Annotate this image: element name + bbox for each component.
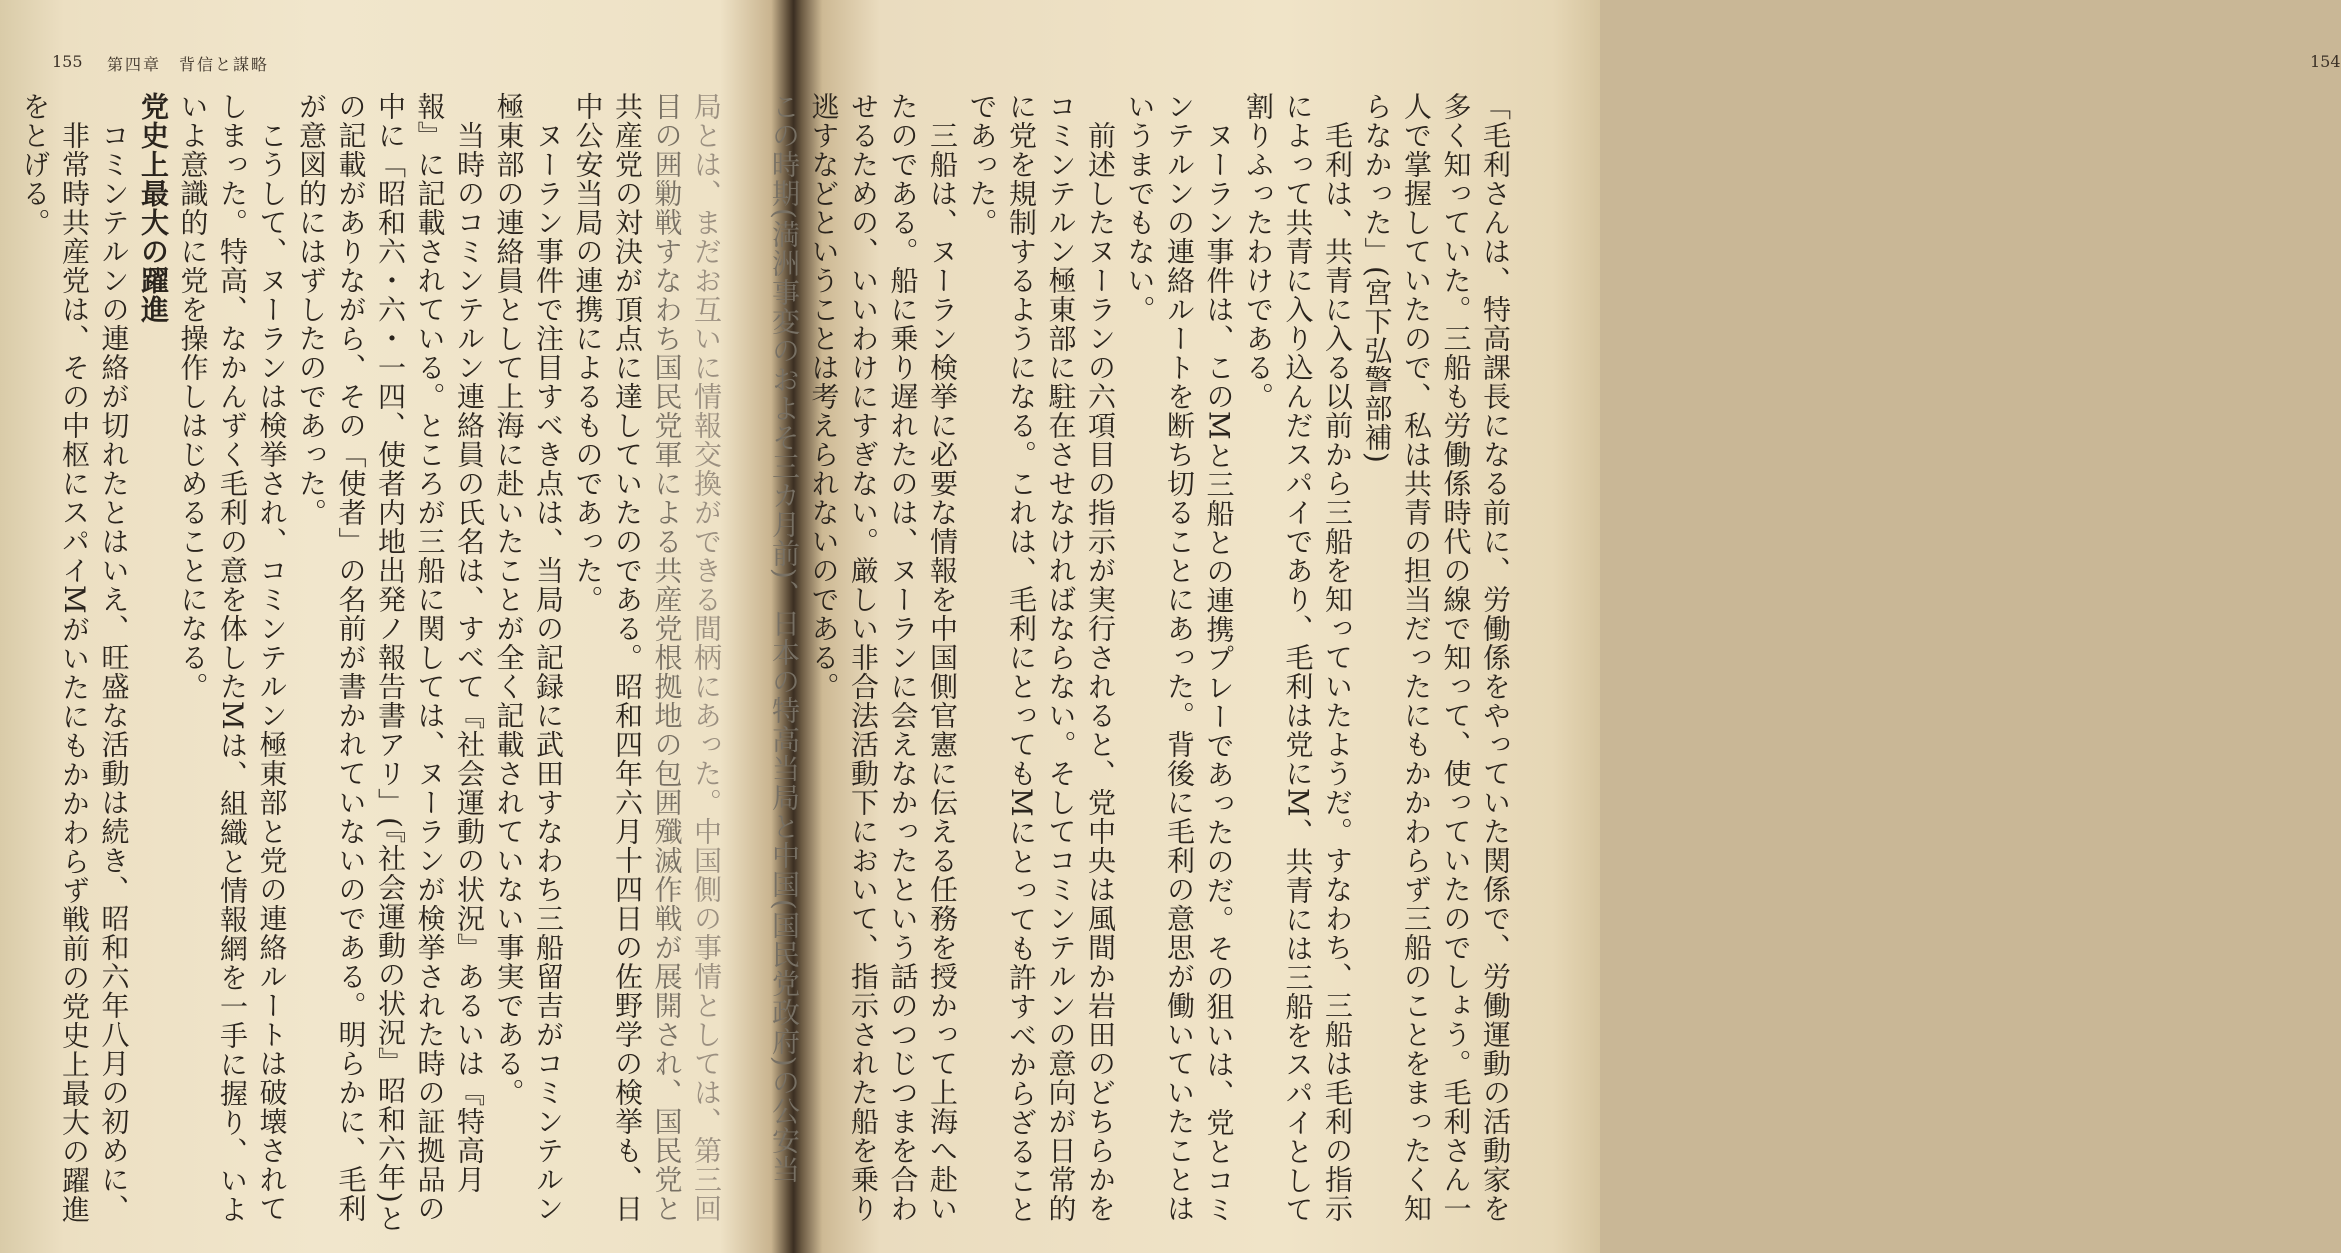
right-text-column: 割りふったわけである。 [1242, 92, 1275, 411]
left-text-column: 当時のコミンテルン連絡員の氏名は、すべて『社会運動の状況』あるいは『特高月 [453, 92, 486, 1194]
left-text-column: の記載がありながら、その「使者」の名前が書かれていないのである。明らかに、毛利 [334, 92, 368, 1223]
left-text-column: コミンテルンの連絡が切れたとはいえ、旺盛な活動は続き、昭和六年八月の初めに、 [97, 92, 131, 1223]
section-heading: 党史上最大の躍進 [137, 92, 170, 324]
left-text-column: ヌーラン事件で注目すべき点は、当局の記録に武田すなわち三船留吉がコミンテルン [532, 92, 565, 1223]
chapter-title: 第四章 背信と謀略 [107, 55, 270, 74]
right-text-column: 毛利は、共青に入る以前から三船を知っていたようだ。すなわち、三船は毛利の指示 [1321, 92, 1354, 1223]
left-text-column: 極東部の連絡員として上海に赴いたことが全く記載されていない事実である。 [492, 92, 526, 1107]
left-text-column: 局とは、まだお互いに情報交換ができる間柄にあった。中国側の事情としては、第三回 [690, 92, 723, 1223]
right-text-column: 人で掌握していたので、私は共青の担当だったにもかかわらず三船のことをまったく知 [1400, 92, 1433, 1223]
left-text-column: 目の囲勦戦すなわち国民党軍による共産党根拠地の包囲殲滅作戦が展開され、国民党と [650, 92, 684, 1223]
right-text-column: 三船は、ヌーラン検挙に必要な情報を中国側官憲に伝える任務を授かって上海へ赴い [926, 92, 959, 1223]
right-text-column: 逃すなどということは考えられないのである。 [807, 92, 841, 701]
left-text-column: 非常時共産党は、その中枢にスパイMがいたにもかかわらず戦前の党史上最大の躍進 [58, 92, 91, 1224]
right-text-column: いうまでもない。 [1123, 92, 1157, 324]
right-text-column: この時期(満洲事変のおよそ三カ月前)、日本の特高当局と中国(国民党政府)の公安当 [768, 92, 801, 1184]
right-page-number: 154 [2310, 52, 2341, 71]
right-page-body [768, 92, 1515, 1224]
left-text-column: が意図的にはずしたのであった。 [295, 92, 328, 527]
right-text-column: 「毛利さんは、特高課長になる前に、労働係をやっていた関係で、労働運動の活動家を [1479, 92, 1512, 1223]
left-text-column: 中に「昭和六・六・一四、使者内地出発ノ報告書アリ」(『社会運動の状況』昭和六年)と [374, 92, 407, 1233]
right-text-column: ヌーラン事件は、このMと三船との連携プレーであったのだ。その狙いは、党とコミ [1202, 92, 1236, 1224]
left-text-column: 報』に記載されている。ところが三船に関しては、ヌーランが検挙された時の証拠品の [413, 92, 447, 1223]
left-text-column: をとげる。 [18, 92, 52, 237]
left-text-column: しまった。特高、なかんずく毛利の意を体したMは、組織と情報網を一手に握り、いよ [216, 92, 249, 1224]
right-text-column: であった。 [965, 92, 999, 237]
left-page-number: 155 [52, 52, 83, 71]
right-text-column: せるための、いいわけにすぎない。厳しい非合法活動下において、指示された船を乗り [847, 92, 880, 1223]
left-text-column: こうして、ヌーランは検挙され、コミンテルン極東部と党の連絡ルートは破壊されて [255, 92, 289, 1223]
right-text-column: に党を規制するようになる。これは、毛利にとってもMにとっても許すべからざること [1005, 92, 1038, 1224]
left-page-body [18, 92, 726, 1233]
right-text-column: コミンテルン極東部に駐在させなければならない。そしてコミンテルンの意向が日常的 [1044, 92, 1078, 1223]
right-text-column: 多く知っていた。三船も労働係時代の線で知って、使っていたのでしょう。毛利さん一 [1439, 92, 1473, 1223]
left-text-column: いよ意識的に党を操作しはじめることになる。 [176, 92, 210, 701]
right-text-column: たのである。船に乗り遅れたのは、ヌーランに会えなかったという話のつじつまを合わ [886, 92, 920, 1223]
right-text-column: ンテルンの連絡ルートを断ち切ることにあった。背後に毛利の意思が働いていたことは [1163, 92, 1196, 1223]
right-text-column: らなかった」(宮下弘警部補) [1360, 92, 1394, 464]
right-text-column: 前述したヌーランの六項目の指示が実行されると、党中央は風間か岩田のどちらかを [1084, 92, 1117, 1223]
left-text-column: 中公安当局の連携によるものであった。 [571, 92, 605, 614]
left-text-column: 共産党の対決が頂点に達していたのである。昭和四年六月十四日の佐野学の検挙も、日 [611, 92, 644, 1223]
right-text-column: によって共青に入り込んだスパイであり、毛利は党にM、共青には三船をスパイとして [1281, 92, 1315, 1224]
